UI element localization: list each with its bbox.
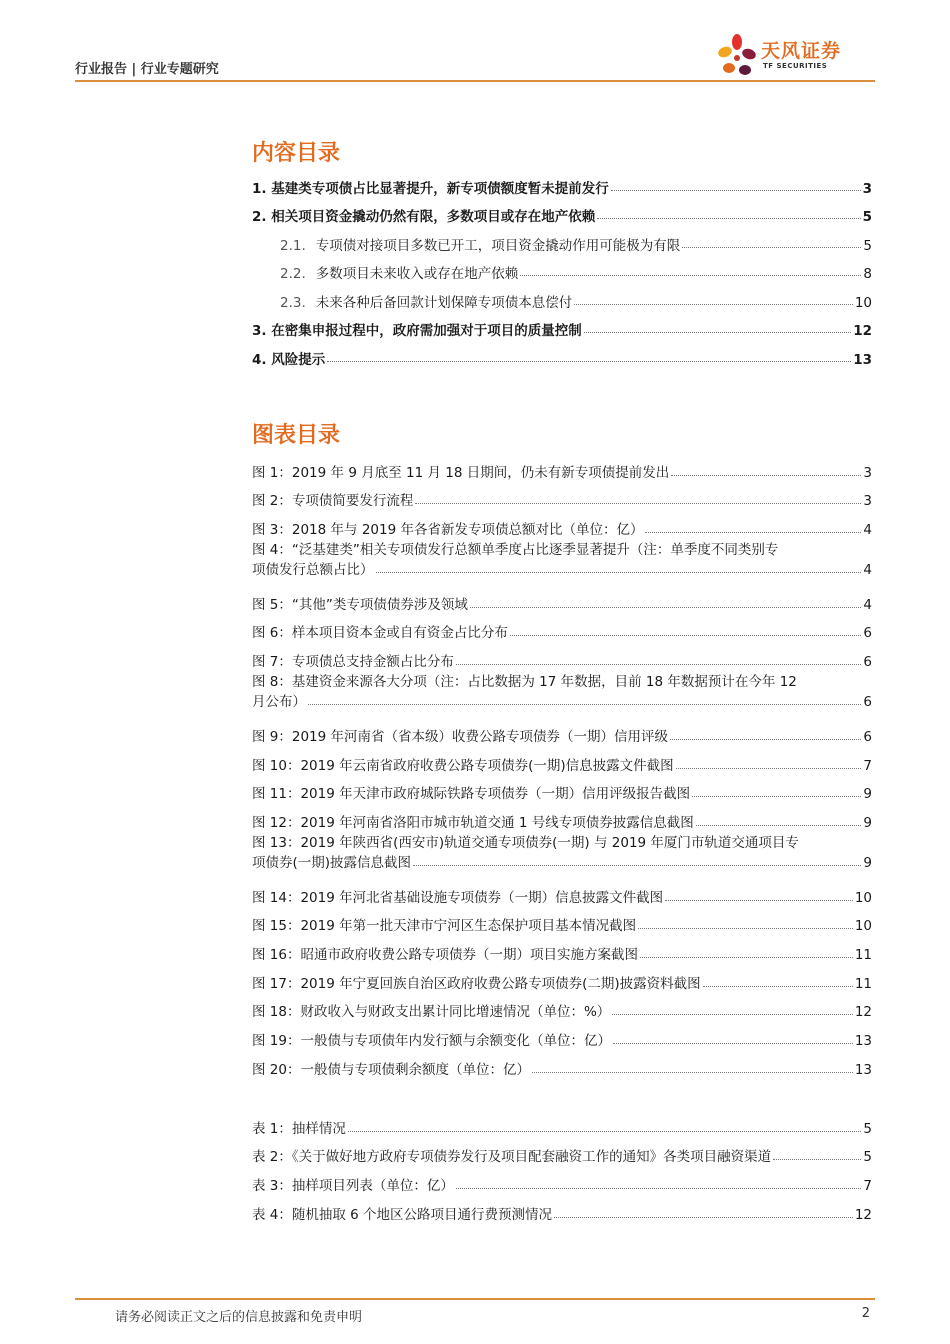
list-item[interactable] [252, 613, 872, 642]
header-divider [75, 80, 875, 82]
item-text: 图 6：样本项目资本金或自有资金占比分布 [252, 625, 508, 642]
toc-page: 3 [862, 180, 872, 197]
item-text: 表 2：《关于做好地方政府专项债券发行及项目配套融资工作的通知》各类项目融资渠道 [252, 1149, 772, 1166]
item-text: 图 10：2019 年云南省政府收费公路专项债券(一期)信息披露文件截图 [252, 757, 674, 774]
item-page: 6 [863, 625, 872, 642]
toc-num: 2.3. [280, 294, 306, 311]
toc-page: 12 [853, 323, 872, 339]
leader-dots [640, 957, 853, 958]
leader-dots [703, 986, 853, 987]
leader-dots [415, 503, 861, 504]
disclaimer-note: 请务必阅读正文之后的信息披露和免责申明 [115, 1310, 363, 1325]
item-line2 [252, 558, 872, 578]
item-page: 3 [863, 493, 872, 510]
item-text: 表 1：抽样情况 [252, 1120, 346, 1137]
toc-num: 2. [252, 209, 267, 225]
leader-dots [613, 1043, 853, 1044]
list-item[interactable] [252, 802, 872, 831]
item-text: 图 12：2019 年河南省洛阳市城市轨道交通 1 号线专项债券披露信息截图 [252, 814, 694, 831]
leader-dots [696, 825, 862, 826]
item-page: 9 [863, 854, 872, 871]
leader-dots [611, 190, 861, 191]
toc-item[interactable] [252, 225, 872, 254]
item-page: 13 [854, 1033, 872, 1049]
item-line2 [252, 690, 872, 710]
item-page: 6 [863, 694, 872, 711]
leader-dots [676, 768, 862, 769]
leader-dots [327, 361, 851, 362]
toc-num: 1. [252, 180, 267, 197]
item-text: 图 15：2019 年第一批天津市宁河区生态保护项目基本情况截图 [252, 918, 637, 935]
item-text: 图 1：2019 年 9 月底至 11 月 18 日期间，仍未有新专项债提前发出 [252, 464, 670, 481]
list-item[interactable] [252, 934, 872, 963]
list-item[interactable] [252, 1020, 872, 1049]
figures-list [252, 452, 872, 1078]
leader-dots [554, 1217, 853, 1218]
item-text-cont: 月公布） [252, 694, 306, 711]
item-page: 11 [854, 975, 872, 992]
item-page: 12 [854, 1206, 872, 1223]
item-page: 4 [863, 522, 872, 539]
list-item[interactable] [252, 1137, 872, 1166]
list-item[interactable] [252, 481, 872, 510]
figures-title: 图表目录 [252, 423, 341, 448]
toc-item[interactable] [252, 339, 872, 368]
leader-dots [510, 635, 862, 636]
item-text: 图 4：“泛基建类”相关专项债发行总额单季度占比逐季显著提升（注：单季度不同类别专 [252, 542, 779, 559]
toc-text: 相关项目资金撬动仍然有限，多数项目或存在地产依赖 [271, 209, 596, 225]
tables-list [252, 1108, 872, 1223]
list-item[interactable] [252, 1049, 872, 1078]
item-page: 13 [854, 1061, 872, 1078]
toc-item[interactable] [252, 311, 872, 340]
leader-dots [612, 1014, 853, 1015]
list-item[interactable] [252, 452, 872, 481]
list-item[interactable] [252, 1108, 872, 1137]
item-text: 图 7：专项债总支持金额占比分布 [252, 654, 454, 671]
item-text: 图 17：2019 年宁夏回族自治区政府收费公路专项债券(二期)披露资料截图 [252, 975, 701, 992]
report-category: 行业报告 | 行业专题研究 [75, 62, 219, 77]
toc-text: 风险提示 [271, 351, 326, 368]
contents-list [252, 168, 872, 368]
flower-logo-icon [715, 32, 759, 80]
item-text: 图 16：昭通市政府收费公路专项债券（一期）项目实施方案截图 [252, 946, 638, 963]
item-text: 图 20：一般债与专项债剩余额度（单位：亿） [252, 1061, 530, 1078]
leader-dots [773, 1159, 861, 1160]
list-item[interactable] [252, 774, 872, 803]
toc-item[interactable] [252, 282, 872, 311]
toc-num: 3. [252, 323, 267, 339]
toc-num: 2.1. [280, 237, 306, 254]
leader-dots [584, 332, 851, 333]
item-text: 图 19：一般债与专项债年内发行额与余额变化（单位：亿） [252, 1033, 611, 1049]
toc-text: 专项债对接项目多数已开工，项目资金撬动作用可能极为有限 [315, 237, 681, 254]
item-page: 5 [863, 1120, 872, 1137]
list-item[interactable] [252, 877, 872, 906]
logo-text-cn: 天风证券 [761, 40, 842, 62]
leader-dots [348, 1131, 862, 1132]
toc-text: 基建类专项债占比显著提升，新专项债额度暂未提前发行 [271, 180, 609, 197]
item-page: 4 [863, 596, 872, 613]
item-page: 7 [863, 1178, 872, 1195]
item-page: 7 [863, 757, 872, 774]
list-item[interactable] [252, 992, 872, 1021]
toc-num: 4. [252, 351, 267, 368]
footer-divider [75, 1298, 875, 1300]
list-item[interactable] [252, 906, 872, 935]
item-text: 图 3：2018 年与 2019 年各省新发专项债总额对比（单位：亿） [252, 522, 644, 539]
toc-num: 2.2. [280, 266, 306, 282]
leader-dots [456, 664, 862, 665]
item-text: 表 3：抽样项目列表（单位：亿） [252, 1178, 454, 1195]
toc-page: 10 [854, 294, 872, 311]
list-item[interactable] [252, 831, 872, 877]
list-item[interactable] [252, 745, 872, 774]
leader-dots [682, 247, 861, 248]
toc-page: 5 [863, 237, 872, 254]
item-text: 图 14：2019 年河北省基础设施专项债券（一期）信息披露文件截图 [252, 889, 664, 906]
logo-text-en: TF SECURITIES [763, 62, 828, 70]
item-page: 6 [863, 654, 872, 671]
leader-dots [413, 865, 861, 866]
item-text: 图 5：“其他”类专项债债券涉及领域 [252, 596, 468, 613]
leader-dots [638, 928, 853, 929]
toc-text: 未来各种后备回款计划保障专项债本息偿付 [315, 294, 573, 311]
contents-title: 内容目录 [252, 141, 341, 166]
toc-page: 8 [863, 266, 872, 282]
toc-item[interactable] [252, 254, 872, 283]
item-page: 12 [854, 1004, 872, 1021]
list-item[interactable] [252, 963, 872, 992]
item-page: 10 [854, 918, 872, 935]
leader-dots [645, 532, 861, 533]
item-text: 图 13：2019 年陕西省(西安市)轨道交通专项债券(一期) 与 2019 年厦门市轨道交通项目专 [252, 834, 799, 851]
leader-dots [470, 607, 862, 608]
item-text: 表 4：随机抽取 6 个地区公路项目通行费预测情况 [252, 1206, 553, 1223]
page-header [75, 40, 875, 82]
leader-dots [456, 1188, 862, 1189]
list-item[interactable] [252, 509, 872, 538]
item-page: 10 [854, 889, 872, 906]
item-page: 4 [863, 562, 872, 579]
toc-text: 在密集申报过程中，政府需加强对于项目的质量控制 [271, 323, 582, 339]
leader-dots [665, 900, 853, 901]
list-item[interactable] [252, 1194, 872, 1223]
item-page: 9 [863, 786, 872, 803]
toc-item[interactable] [252, 197, 872, 226]
list-item[interactable] [252, 538, 872, 584]
leader-dots [671, 475, 861, 476]
toc-page: 5 [862, 209, 872, 225]
item-line2 [252, 851, 872, 871]
list-item[interactable] [252, 670, 872, 716]
leader-dots [597, 218, 860, 219]
leader-dots [520, 275, 861, 276]
list-item[interactable] [252, 641, 872, 670]
item-text: 图 11：2019 年天津市政府城际铁路专项债券（一期）信用评级报告截图 [252, 786, 691, 803]
item-page: 6 [863, 728, 872, 745]
toc-item[interactable] [252, 168, 872, 197]
item-text-cont: 项债券(一期)披露信息截图 [252, 854, 412, 871]
toc-page: 13 [853, 351, 872, 368]
item-text: 图 9：2019 年河南省（省本级）收费公路专项债券（一期）信用评级 [252, 728, 669, 745]
leader-dots [532, 1072, 853, 1073]
item-page: 3 [863, 464, 872, 481]
leader-dots [574, 304, 853, 305]
item-text-cont: 项债发行总额占比） [252, 562, 374, 579]
item-page: 9 [863, 814, 872, 831]
item-text: 图 8：基建资金来源各大分项（注：占比数据为 17 年数据，目前 18 年数据预计在今年 12 [252, 674, 797, 691]
item-text: 图 2：专项债简要发行流程 [252, 493, 414, 510]
list-item[interactable] [252, 1165, 872, 1194]
list-item[interactable] [252, 716, 872, 745]
item-page: 5 [863, 1149, 872, 1166]
page-number: 2 [861, 1306, 870, 1321]
leader-dots [376, 572, 862, 573]
leader-dots [308, 704, 861, 705]
leader-dots [670, 739, 861, 740]
item-text: 图 18：财政收入与财政支出累计同比增速情况（单位：%） [252, 1004, 611, 1021]
toc-text: 多数项目未来收入或存在地产依赖 [315, 266, 519, 282]
leader-dots [692, 796, 861, 797]
company-logo [715, 32, 875, 80]
item-page: 11 [854, 946, 872, 963]
list-item[interactable] [252, 584, 872, 613]
